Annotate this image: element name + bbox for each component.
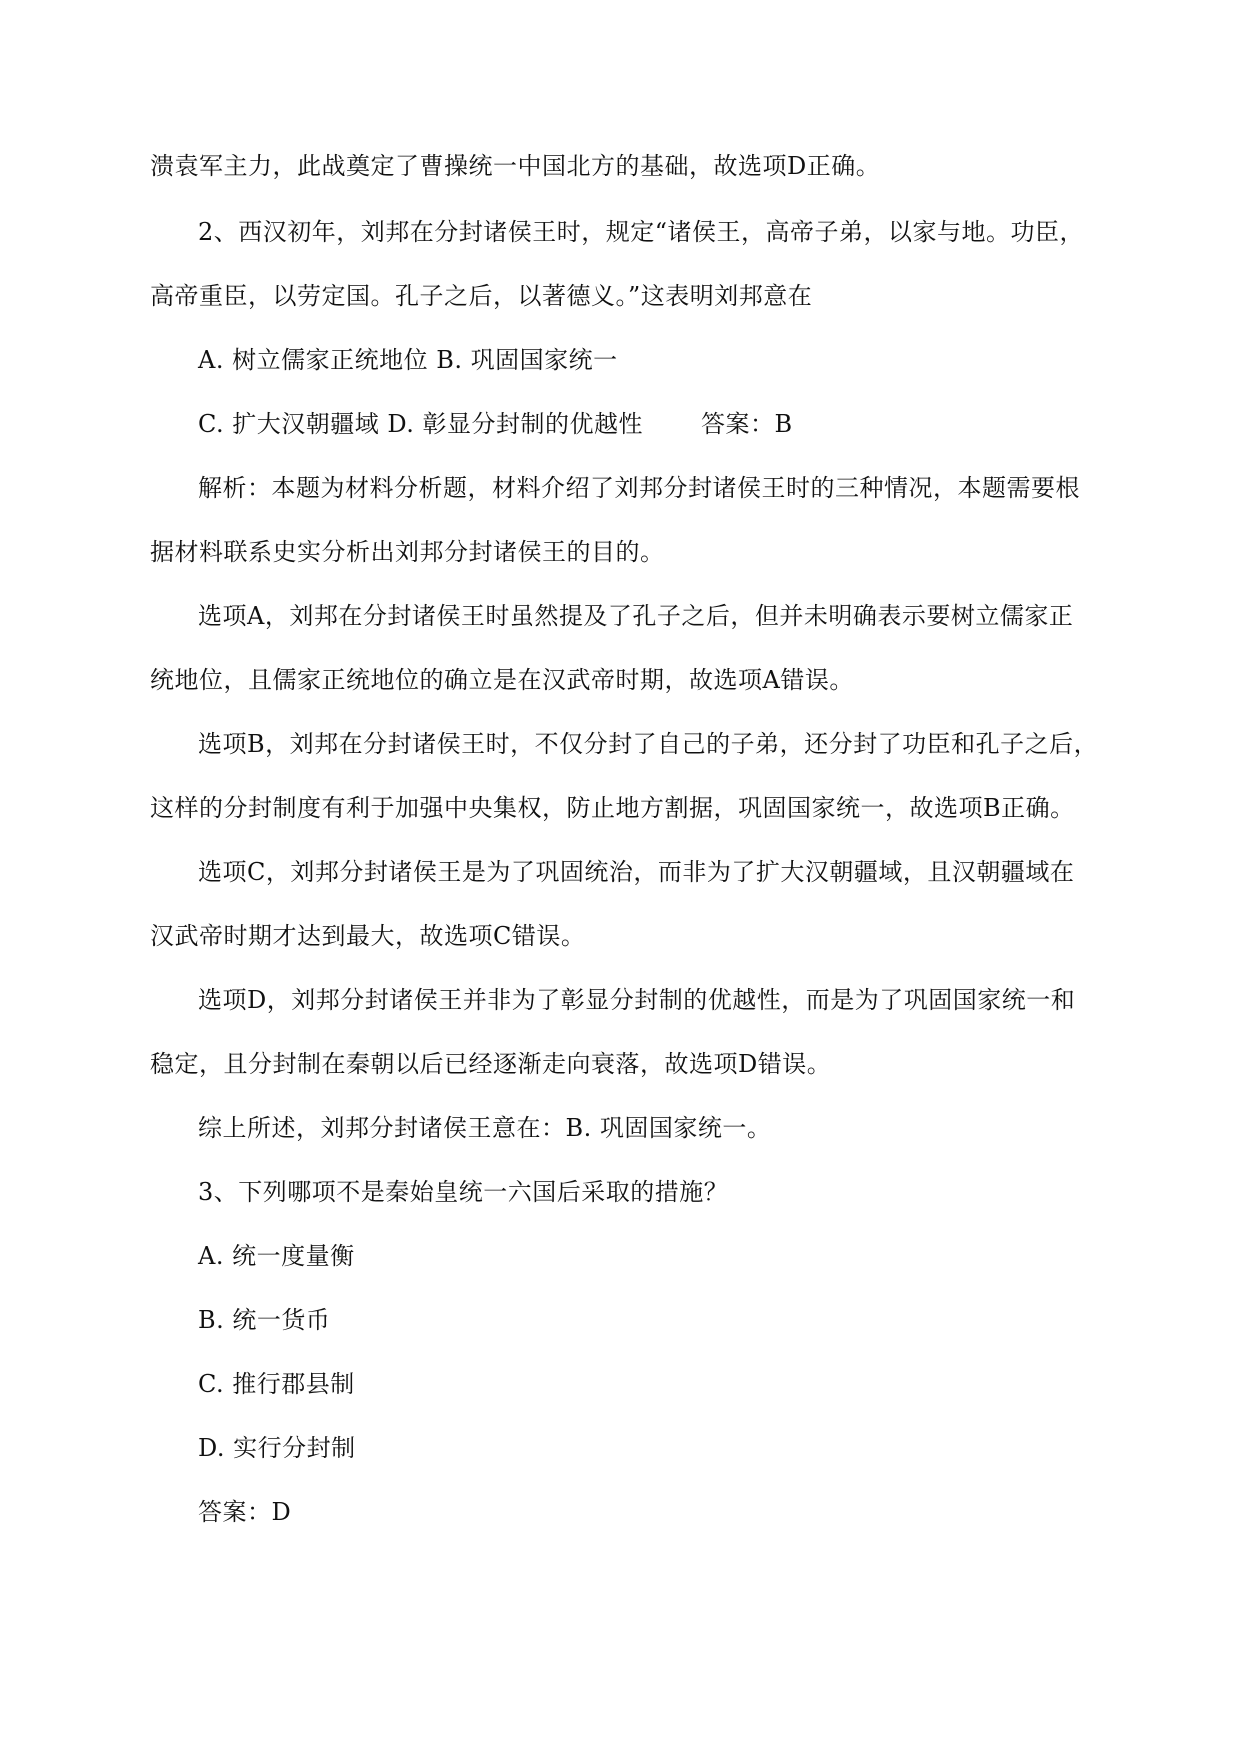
option-a-analysis: 统地位，且儒家正统地位的确立是在汉武帝时期，故选项A错误。 xyxy=(150,666,854,694)
analysis-line: 解析：本题为材料分析题，材料介绍了刘邦分封诸侯王时的三种情况，本题需要根 xyxy=(198,474,1080,502)
question-3-option-a: A. 统一度量衡 xyxy=(198,1242,355,1270)
option-d-analysis: 稳定，且分封制在秦朝以后已经逐渐走向衰落，故选项D错误。 xyxy=(150,1050,832,1078)
option-d-analysis: 选项D，刘邦分封诸侯王并非为了彰显分封制的优越性，而是为了巩固国家统一和 xyxy=(198,986,1076,1014)
question-2-options-cd-row xyxy=(198,408,793,440)
question-2-line: 高帝重臣，以劳定国。孔子之后，以著德义。”这表明刘邦意在 xyxy=(150,282,813,310)
option-b-analysis: 这样的分封制度有利于加强中央集权，防止地方割据，巩固国家统一，故选项B正确。 xyxy=(150,794,1075,822)
question-2-line: 2、西汉初年，刘邦在分封诸侯王时，规定“诸侯王，高帝子弟，以家与地。功臣， xyxy=(198,218,1085,246)
question-3-option-b: B. 统一货币 xyxy=(198,1306,331,1334)
summary-line: 综上所述，刘邦分封诸侯王意在：B. 巩固国家统一。 xyxy=(198,1114,772,1142)
option-b-analysis: 选项B，刘邦在分封诸侯王时，不仅分封了自己的子弟，还分封了功臣和孔子之后， xyxy=(198,730,1099,758)
question-3-line: 3、下列哪项不是秦始皇统一六国后采取的措施？ xyxy=(198,1178,729,1206)
question-2-options-ab: A. 树立儒家正统地位 B. 巩固国家统一 xyxy=(198,346,618,374)
question-3-option-c: C. 推行郡县制 xyxy=(198,1370,355,1398)
option-c-analysis: 选项C，刘邦分封诸侯王是为了巩固统治，而非为了扩大汉朝疆域，且汉朝疆域在 xyxy=(198,858,1075,886)
option-a-analysis: 选项A，刘邦在分封诸侯王时虽然提及了孔子之后，但并未明确表示要树立儒家正 xyxy=(198,602,1074,630)
question-2-answer: 答案：B xyxy=(701,410,793,438)
question-2-options-cd: C. 扩大汉朝疆域 D. 彰显分封制的优越性 xyxy=(198,410,644,438)
analysis-line: 据材料联系史实分析出刘邦分封诸侯王的目的。 xyxy=(150,538,665,566)
question-3-option-d: D. 实行分封制 xyxy=(198,1434,356,1462)
option-c-analysis: 汉武帝时期才达到最大，故选项C错误。 xyxy=(150,922,586,950)
paragraph-line: 溃袁军主力，此战奠定了曹操统一中国北方的基础，故选项D正确。 xyxy=(150,152,881,180)
question-3-answer: 答案：D xyxy=(198,1498,292,1526)
